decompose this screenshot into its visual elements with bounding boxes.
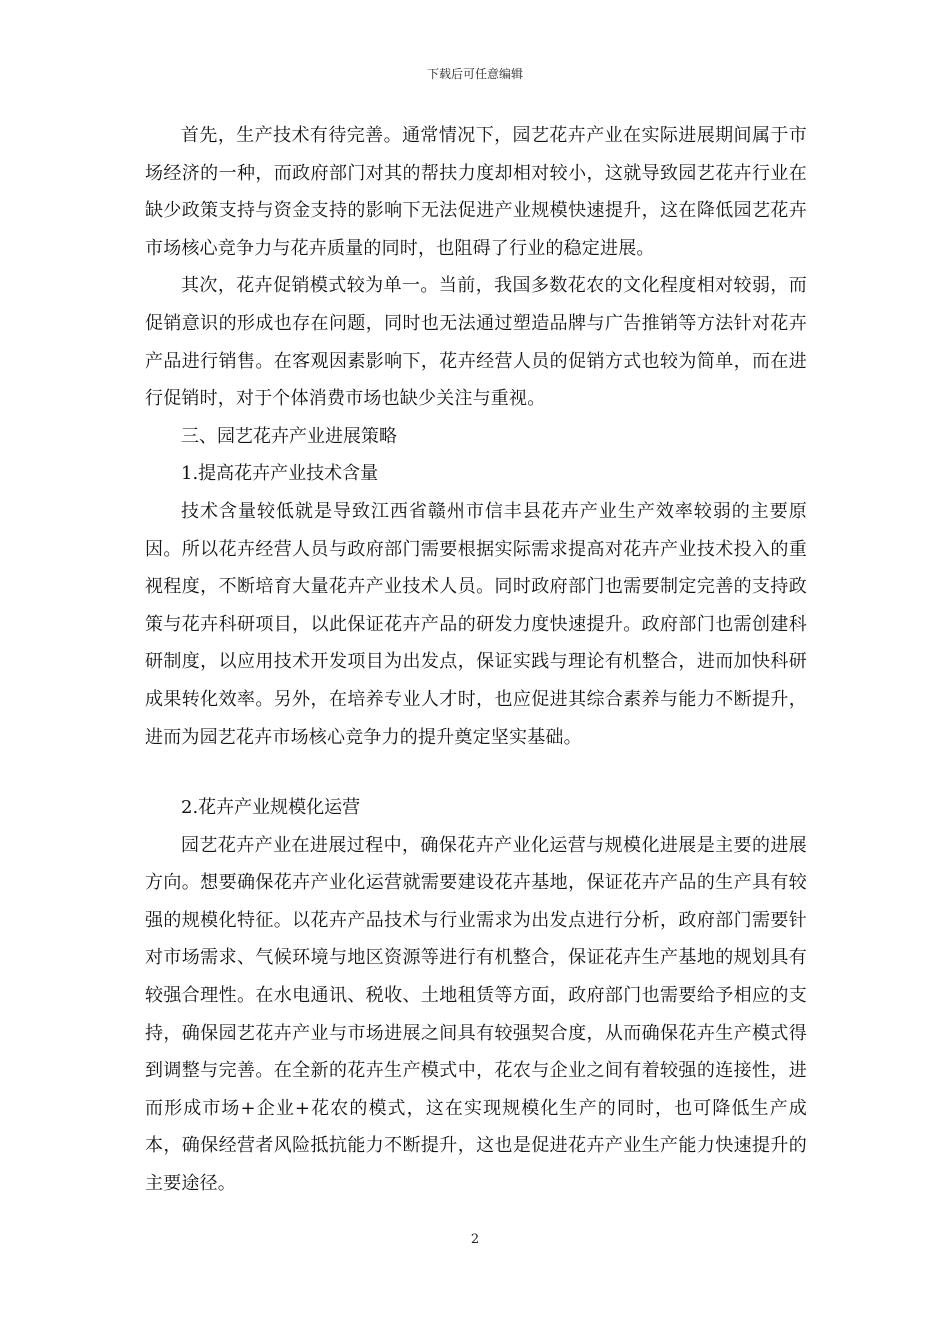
page-number: 2	[470, 1232, 480, 1247]
section-heading-strategies: 三、园艺花卉产业进展策略	[181, 425, 397, 447]
page-header: 下载后可任意编辑	[426, 67, 523, 81]
paragraph-production-technology: 首先，生产技术有待完善。通常情况下，园艺花卉产业在实际进展期间属于市场经济的一种，而政府部门对其的帮扶力度却相对较小，这就导致园艺花卉行业在缺少政策支持与资金支持的影响下无法促进产业规模快速提升，这在降低园艺花卉市场核心竞争力与花卉质量的同时，也阻碍了行业的稳定进展。	[145, 125, 807, 259]
subheading-scale-operation: 2.花卉产业规模化运营	[181, 797, 361, 819]
paragraph-gap	[145, 756, 807, 789]
paragraph-technology-content: 技术含量较低就是导致江西省赣州市信丰县花卉产业生产效率较弱的主要原因。所以花卉经营人员与政府部门需要根据实际需求提高对花卉产业技术投入的重视程度，不断培育大量花卉产业技术人员。同时政府部门也需要制定完善的支持政策与花卉科研项目，以此保证花卉产品的研发力度快速提升。政府部门也需创建科研制度，以应用技术开发项目为出发点，保证实践与理论有机整合，进而加快科研成果转化效率。另外，在培养专业人才时，也应促进其综合素养与能力不断提升，进而为园艺花卉市场核心竞争力的提升奠定坚实基础。	[145, 500, 807, 748]
subheading-technology-content: 1.提高花卉产业技术含量	[181, 463, 379, 485]
paragraph-scale-operation: 园艺花卉产业在进展过程中，确保花卉产业化运营与规模化进展是主要的进展方向。想要确保花卉产业化运营就需要建设花卉基地，保证花卉产品的生产具有较强的规模化特征。以花卉产品技术与行业需求为出发点进行分析，政府部门需要针对市场需求、气候环境与地区资源等进行有机整合，保证花卉生产基地的规划具有较强合理性。在水电通讯、税收、土地租赁等方面，政府部门也需要给予相应的支持，确保园艺花卉产业与市场进展之间具有较强契合度，从而确保花卉生产模式得到调整与完善。在全新的花卉生产模式中，花农与企业之间有着较强的连接性，进而形成市场+企业+花农的模式，这在实现规模化生产的同时，也可降低生产成本，确保经营者风险抵抗能力不断提升，这也是促进花卉产业生产能力快速提升的主要途径。	[145, 834, 807, 1195]
document-body	[145, 117, 807, 1203]
paragraph-promotion-mode: 其次，花卉促销模式较为单一。当前，我国多数花农的文化程度相对较弱，而促销意识的形成也存在问题，同时也无法通过塑造品牌与广告推销等方法针对花卉产品进行销售。在客观因素影响下，花卉经营人员的促销方式也较为简单，而在进行促销时，对于个体消费市场也缺少关注与重视。	[145, 275, 807, 410]
